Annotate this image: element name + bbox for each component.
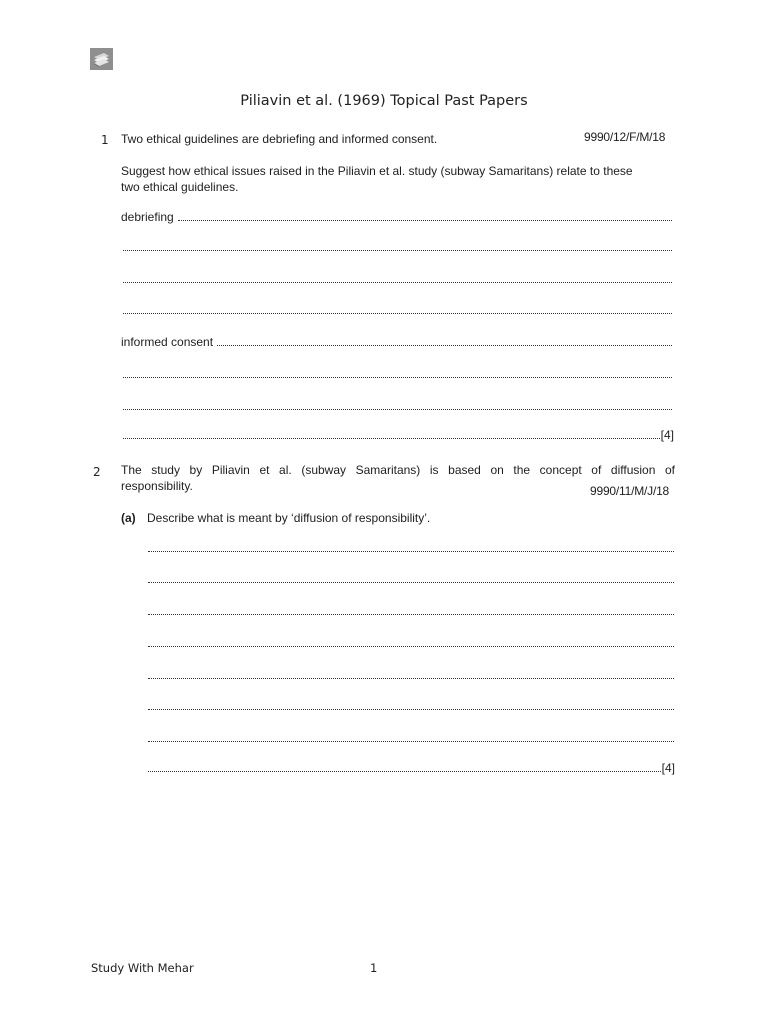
- answer-line[interactable]: [148, 709, 674, 710]
- question-2a-text: Describe what is meant by ‘diffusion of responsibility’.: [147, 511, 431, 525]
- question-1-prompt-line-1: Suggest how ethical issues raised in the Piliavin et al. study (subway Samaritans) relate to these: [121, 164, 633, 178]
- question-1-marks: [4]: [660, 428, 674, 442]
- answer-line[interactable]: [148, 646, 674, 647]
- answer-line[interactable]: [148, 551, 674, 552]
- page-number: 1: [370, 961, 378, 975]
- informed-consent-label: informed consent: [121, 335, 214, 349]
- answer-line[interactable]: [148, 741, 674, 742]
- answer-line[interactable]: [123, 438, 660, 439]
- question-2-text-line-2: responsibility.: [121, 479, 193, 493]
- debriefing-label: debriefing: [121, 210, 174, 224]
- question-2a-label: (a): [121, 511, 136, 525]
- question-2-number: 2: [93, 465, 101, 479]
- question-2-text-line-1: The study by Piliavin et al. (subway Samaritans) is based on the concept of diffusion of: [121, 463, 675, 477]
- question-2a-marks: [4]: [661, 761, 675, 775]
- question-1-final-answer-row[interactable]: [123, 428, 674, 442]
- answer-line[interactable]: [148, 771, 661, 772]
- answer-line[interactable]: [148, 614, 674, 615]
- answer-line[interactable]: [123, 250, 672, 251]
- page-title: Piliavin et al. (1969) Topical Past Papers: [240, 93, 528, 109]
- answer-line[interactable]: [178, 220, 672, 221]
- answer-line[interactable]: [123, 313, 672, 314]
- book-stack-icon: [90, 48, 113, 70]
- answer-line[interactable]: [217, 345, 672, 346]
- answer-line[interactable]: [123, 282, 672, 283]
- informed-consent-answer-row[interactable]: [121, 335, 672, 349]
- answer-line[interactable]: [148, 582, 674, 583]
- answer-line[interactable]: [123, 377, 672, 378]
- question-2-reference: 9990/11/M/J/18: [590, 484, 670, 498]
- question-1-number: 1: [101, 133, 109, 147]
- footer-brand: Study With Mehar: [91, 961, 194, 975]
- debriefing-answer-row[interactable]: [121, 210, 672, 224]
- question-1-prompt-line-2: two ethical guidelines.: [121, 180, 239, 194]
- answer-line[interactable]: [123, 409, 672, 410]
- question-1-reference: 9990/12/F/M/18: [584, 130, 666, 144]
- answer-line[interactable]: [148, 678, 674, 679]
- question-1-text: Two ethical guidelines are debriefing and informed consent.: [121, 132, 438, 146]
- question-2a-final-answer-row[interactable]: [148, 761, 675, 775]
